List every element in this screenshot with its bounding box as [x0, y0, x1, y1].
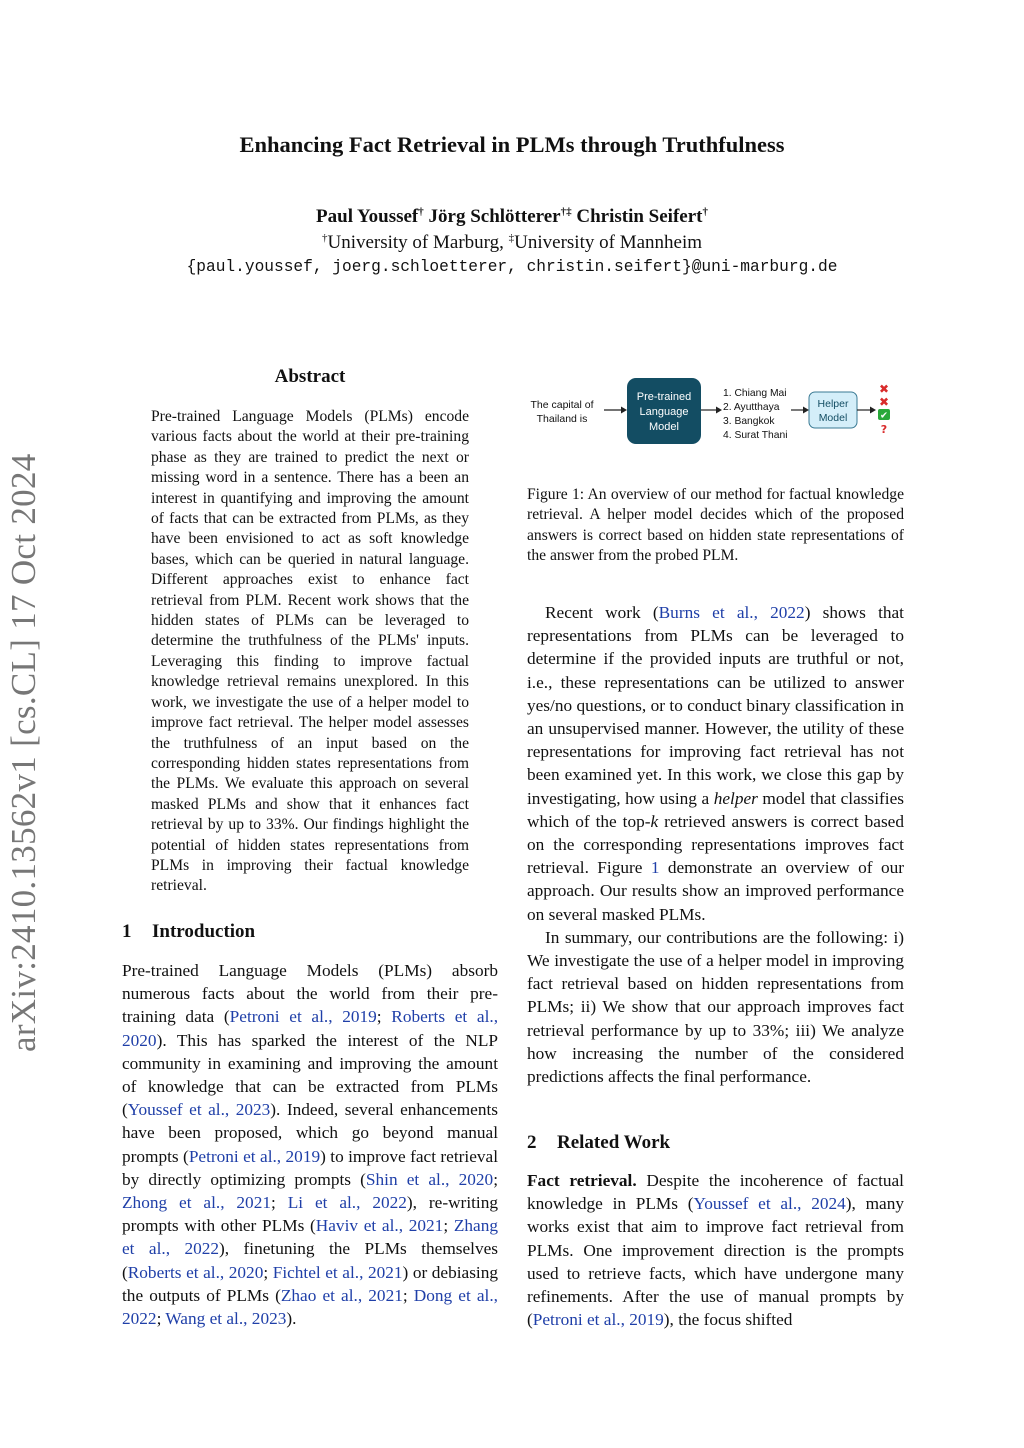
citation-link[interactable]: Wang et al., 2023: [165, 1309, 287, 1329]
fig-answer: 3. Bangkok: [723, 416, 775, 427]
emphasis: helper: [713, 788, 758, 808]
author-name: Christin Seifert: [576, 206, 703, 227]
section-number: 2: [527, 1132, 537, 1153]
fig-helper-label: Model: [818, 412, 848, 424]
related-work-body: [527, 1169, 904, 1331]
fig-input-text: Thailand is: [536, 413, 588, 425]
author-name: Jörg Schlötterer: [428, 206, 561, 227]
intro-paragraph: Pre-trained Language Models (PLMs) absorb numerous facts about the world from their pre-training data (Petroni et al., 2019; Roberts et al., 2020). This has sparked the interest of the NLP community in examining and improving the amount of knowledge that can be extracted from PLMs (Youssef et al., 2023). Indeed, several enhancements have been proposed, which go beyond manual prompts (Petroni et al., 2019) to improve fact retrieval by directly optimizing prompts (Shin et al., 2020; Zhong et al., 2021; Li et al., 2022), re-writing prompts with other PLMs (Haviv et al., 2021; Zhang et al., 2022), finetuning the PLMs themselves (Roberts et al., 2020; Fichtel et al., 2021) or debiasing the outputs of PLMs (Zhao et al., 2021; Dong et al., 2022; Wang et al., 2023).: [122, 961, 499, 1329]
intro-paragraph: Recent work (Burns et al., 2022) shows that representations from PLMs can be leveraged to determine if the provided inputs are truthful or not, i.e., these representations can be utilized to answer yes/no questions, or to conduct binary classification in an unsupervised manner. However, the utility of these representations for improving fact retrieval has not been examined yet. In this work, we close this gap by investigating, how using a helper model that classifies which of the top-k retrieved answers is correct based on the corresponding representations improves fact retrieval. Figure 1 demonstrate an overview of our approach. Our results show an improved performance on several masked PLMs.: [527, 603, 904, 924]
fig-answer: 4. Surat Thani: [723, 430, 788, 441]
affil-name: University of Marburg,: [327, 232, 504, 253]
affil-mark: ‡: [508, 232, 515, 244]
citation-link[interactable]: Haviv et al., 2021: [315, 1216, 444, 1236]
citation-link[interactable]: Dong et al., 2022: [122, 1285, 498, 1329]
affil-name: University of Mannheim: [514, 232, 703, 253]
section-title: Related Work: [557, 1132, 671, 1153]
fig-plm-label: Model: [649, 421, 679, 433]
citation-link[interactable]: Zhao et al., 2021: [280, 1285, 403, 1305]
affiliations: [0, 232, 1024, 254]
abstract-paragraph: Pre-trained Language Models (PLMs) encode various facts about the world at their pre-training phase as they are trained to predict the next or missing word in a sentence. There has a been an interest in quantifying and improving the amount of facts that can be extracted from PLMs, as they have been envisioned to act as soft knowledge bases, which can be queried in natural language. Different approaches exist to enhance fact retrieval from PLM. Recent work shows that the hidden states of PLMs can be leveraged to determine the truthfulness of the PLMs' inputs. Leveraging this finding to improve factual knowledge retrieval remains unexplored. In this work, we investigate the use of a helper model to improve fact retrieval. The helper model assesses the truthfulness of an input based on the corresponding hidden states representations from the PLMs. We evaluate this approach on several masked PLMs and show that it enhances fact retrieval by up to 33%. Our findings highlight the potential of hidden states representations from PLMs in improving their factual knowledge retrieval.: [151, 408, 469, 895]
citation-link[interactable]: Roberts et al., 2020: [122, 1007, 499, 1050]
citation-link[interactable]: Petroni et al., 2019: [532, 1310, 664, 1330]
paper-title: Enhancing Fact Retrieval in PLMs through Truthfulness: [239, 132, 785, 157]
fig-plm-label: Pre-trained: [636, 391, 692, 403]
citation-link[interactable]: Petroni et al., 2019: [229, 1007, 377, 1027]
fig-plm-label: Language: [639, 406, 689, 418]
paragraph-run-in-heading: Fact retrieval.: [527, 1171, 637, 1190]
affil-mark: †: [321, 232, 328, 244]
figure-1-caption: Figure 1: An overview of our method for factual knowledge retrieval. A helper model decides which of the proposed answers is correct based on hidden state representations of the answer from the probed PLM.: [527, 486, 904, 565]
fig-check-icon: ✔: [880, 410, 888, 422]
math-var: k: [650, 811, 659, 831]
fig-answer: 1. Chiang Mai: [723, 388, 787, 399]
figure-ref-link[interactable]: 1: [650, 858, 660, 878]
fig-arrowhead: [716, 407, 722, 414]
fig-helper-label: Helper: [817, 398, 849, 410]
intro-body: [122, 959, 498, 1330]
citation-link[interactable]: Fichtel et al., 2021: [272, 1262, 403, 1282]
author-mark: †‡: [560, 206, 572, 218]
citation-link[interactable]: Zhong et al., 2021: [122, 1193, 271, 1213]
related-paragraph: Fact retrieval. Despite the incoherence of factual knowledge in PLMs (Youssef et al., 2024), many works exist that aim to improve fact retrieval from PLMs. One improvement direction is the prompts used to retrieve facts, which have undergone many refinements. After the use of manual prompts by (Petroni et al., 2019), the focus shifted: [527, 1171, 904, 1330]
fig-arrowhead: [870, 407, 876, 414]
section-title: Introduction: [152, 921, 256, 942]
fig-arrowhead: [621, 407, 627, 414]
author-name: Paul Youssef: [316, 206, 419, 227]
fig-input-text: The capital of: [530, 399, 594, 411]
fig-answer: 2. Ayutthaya: [723, 402, 780, 413]
citation-link[interactable]: Roberts et al., 2020: [127, 1262, 264, 1282]
section-heading-related-work: [527, 1132, 670, 1154]
author-mark: †: [418, 206, 424, 218]
abstract-heading: Abstract: [274, 366, 346, 387]
fig-arrowhead: [803, 407, 809, 414]
citation-link[interactable]: Shin et al., 2020: [365, 1169, 494, 1189]
abstract-text: [151, 407, 469, 897]
intro-body-continued: [527, 601, 904, 1088]
fig-wrong-icon: ✖: [878, 382, 890, 396]
citation-link[interactable]: Burns et al., 2022: [658, 603, 805, 622]
fig-wrong-icon: ✖: [878, 395, 890, 409]
fig-question-icon: ?: [880, 423, 888, 436]
citation-link[interactable]: Youssef et al., 2024: [693, 1194, 846, 1214]
citation-link[interactable]: Li et al., 2022: [287, 1193, 407, 1213]
author-mark: †: [702, 206, 708, 218]
author-list: [0, 206, 1024, 228]
author-emails: {paul.youssef, joerg.schloetterer, christin.seifert}@uni-marburg.de: [186, 258, 838, 276]
section-number: 1: [122, 921, 132, 942]
figure-1-diagram: [520, 374, 910, 458]
contributions-paragraph: In summary, our contributions are the following: i) We investigate the use of a helper model in improving fact retrieval based on hidden representations from PLMs; ii) We show that our approach improves fact retrieval performance by up to 33%; iii) We analyze how increasing the number of the considered predictions affects the final performance.: [527, 927, 904, 1087]
section-heading-introduction: [122, 921, 255, 943]
citation-link[interactable]: Zhang et al., 2022: [122, 1216, 499, 1259]
arxiv-stamp: arXiv:2410.13562v1 [cs.CL] 17 Oct 2024: [4, 453, 43, 1052]
citation-link[interactable]: Petroni et al., 2019: [188, 1146, 321, 1166]
citation-link[interactable]: Youssef et al., 2023: [127, 1100, 271, 1120]
